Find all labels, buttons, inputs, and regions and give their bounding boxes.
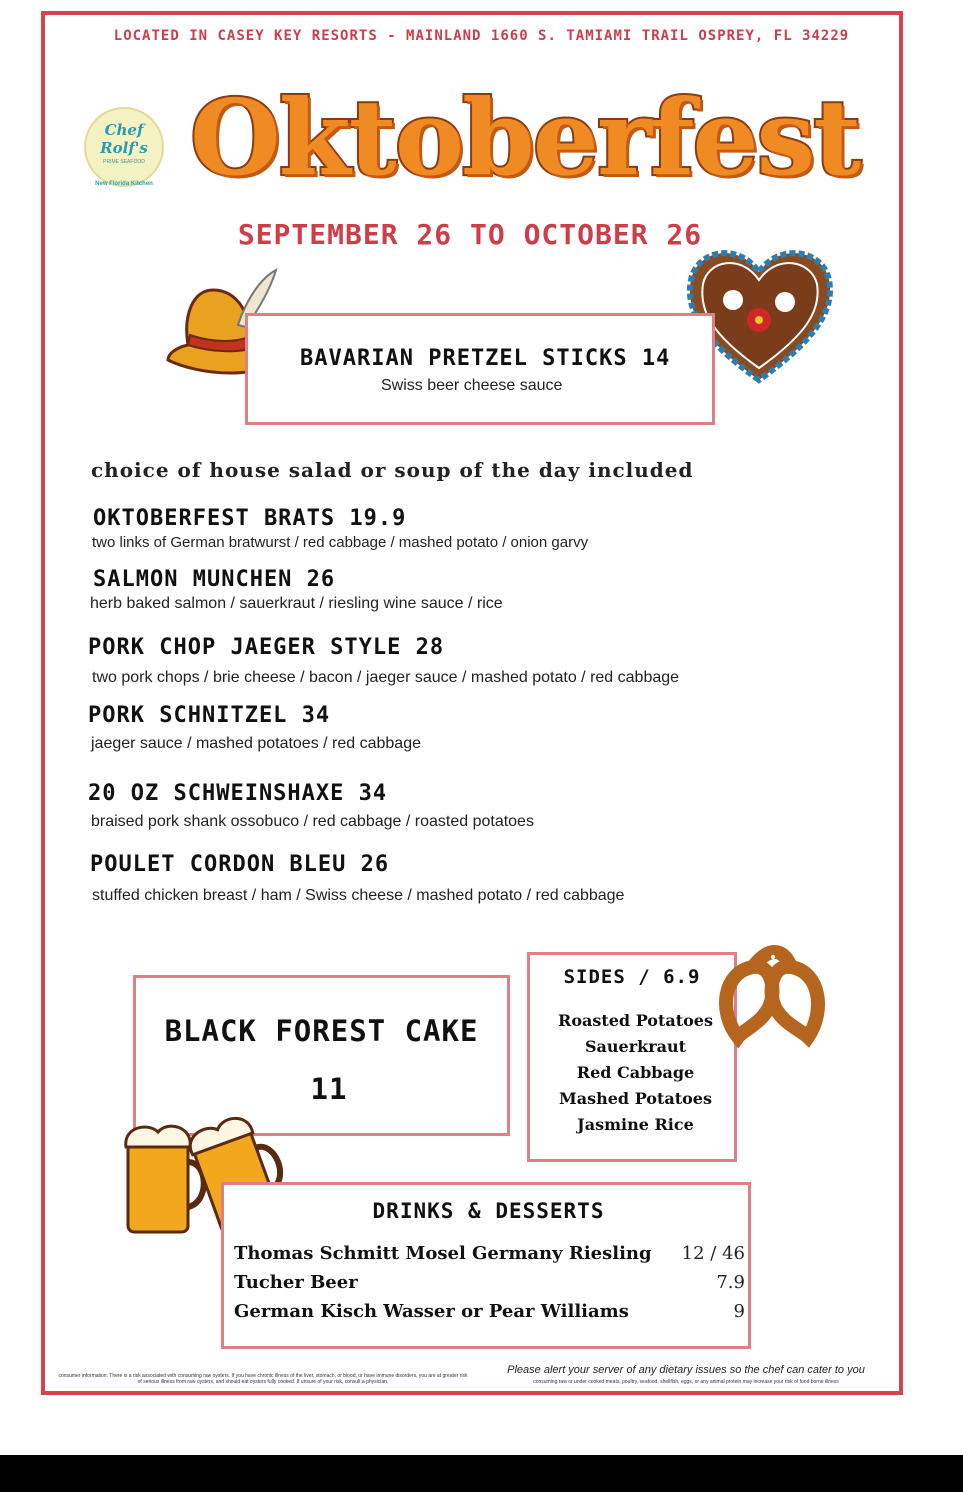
entree-desc: jaeger sauce / mashed potatoes / red cabbage bbox=[91, 735, 421, 752]
logo-tagline: PRIME SEAFOOD bbox=[103, 159, 145, 165]
drink-name: Tucher Beer bbox=[234, 1272, 358, 1293]
entree-name: OKTOBERFEST BRATS 19.9 bbox=[93, 506, 407, 531]
entree-desc: herb baked salmon / sauerkraut / riesling wine sauce / rice bbox=[90, 595, 503, 612]
appetizer-name: BAVARIAN PRETZEL STICKS 14 bbox=[300, 346, 671, 371]
food-safety-note: consuming raw or under cooked meats, poultry, seafood, shellfish, eggs, or any animal protein may increase your risk of food borne illness bbox=[533, 1379, 839, 1385]
entree-desc: two pork chops / brie cheese / bacon / jaeger sauce / mashed potato / red cabbage bbox=[92, 669, 680, 686]
entree-name: 20 OZ SCHWEINSHAXE 34 bbox=[88, 781, 388, 806]
dietary-alert: Please alert your server of any dietary issues so the chef can cater to you bbox=[507, 1364, 865, 1376]
pretzel-icon bbox=[713, 942, 831, 1054]
entree-name: POULET CORDON BLEU 26 bbox=[90, 852, 390, 877]
dessert-price: 11 bbox=[310, 1072, 348, 1106]
drink-name: German Kisch Wasser or Pear Williams bbox=[234, 1301, 629, 1322]
entree-name: PORK CHOP JAEGER STYLE 28 bbox=[88, 635, 445, 660]
event-dates: SEPTEMBER 26 TO OCTOBER 26 bbox=[237, 218, 703, 251]
appetizer-desc: Swiss beer cheese sauce bbox=[381, 377, 563, 394]
bottom-bar bbox=[0, 1455, 963, 1492]
consumer-advisory: consumer information: There is a risk associated with consuming raw oysters. If you have chronic illness of the liver, stomach, or blood, or have immune disorders, you are at greater risk of serious illness from raw oysters, and should eat oysters fully cooked. If unsure of your risk, consult a physician. bbox=[58, 1373, 468, 1385]
drink-price: 12 / 46 bbox=[681, 1243, 745, 1264]
logo-subtitle: New Florida Kitchen bbox=[95, 181, 153, 187]
location-line: LOCATED IN CASEY KEY RESORTS - MAINLAND 1660 S. TAMIAMI TRAIL OSPREY, FL 34229 bbox=[113, 28, 850, 44]
sides-title: SIDES / 6.9 bbox=[563, 966, 701, 988]
side-item: Red Cabbage bbox=[576, 1063, 695, 1082]
drink-price: 7.9 bbox=[716, 1272, 745, 1293]
drinks-title: DRINKS & DESSERTS bbox=[372, 1199, 605, 1223]
entree-name: SALMON MUNCHEN 26 bbox=[93, 567, 336, 592]
side-item: Mashed Potatoes bbox=[559, 1089, 712, 1108]
side-item: Sauerkraut bbox=[584, 1037, 687, 1056]
entree-name: PORK SCHNITZEL 34 bbox=[88, 703, 331, 728]
restaurant-logo bbox=[84, 107, 164, 187]
entree-desc: braised pork shank ossobuco / red cabbage / roasted potatoes bbox=[91, 813, 534, 830]
entree-desc: stuffed chicken breast / ham / Swiss cheese / mashed potato / red cabbage bbox=[92, 887, 625, 904]
drink-name: Thomas Schmitt Mosel Germany Riesling bbox=[234, 1243, 652, 1264]
side-item: Roasted Potatoes bbox=[558, 1011, 713, 1030]
logo-name: Chef Rolf's bbox=[100, 121, 148, 157]
side-item: Jasmine Rice bbox=[577, 1115, 694, 1134]
page-title: Oktoberfest bbox=[190, 76, 860, 199]
dessert-name: BLACK FOREST CAKE bbox=[164, 1014, 479, 1048]
entree-desc: two links of German bratwurst / red cabbage / mashed potato / onion garvy bbox=[92, 534, 589, 551]
included-note: choice of house salad or soup of the day included bbox=[91, 458, 694, 482]
drink-price: 9 bbox=[733, 1301, 745, 1322]
